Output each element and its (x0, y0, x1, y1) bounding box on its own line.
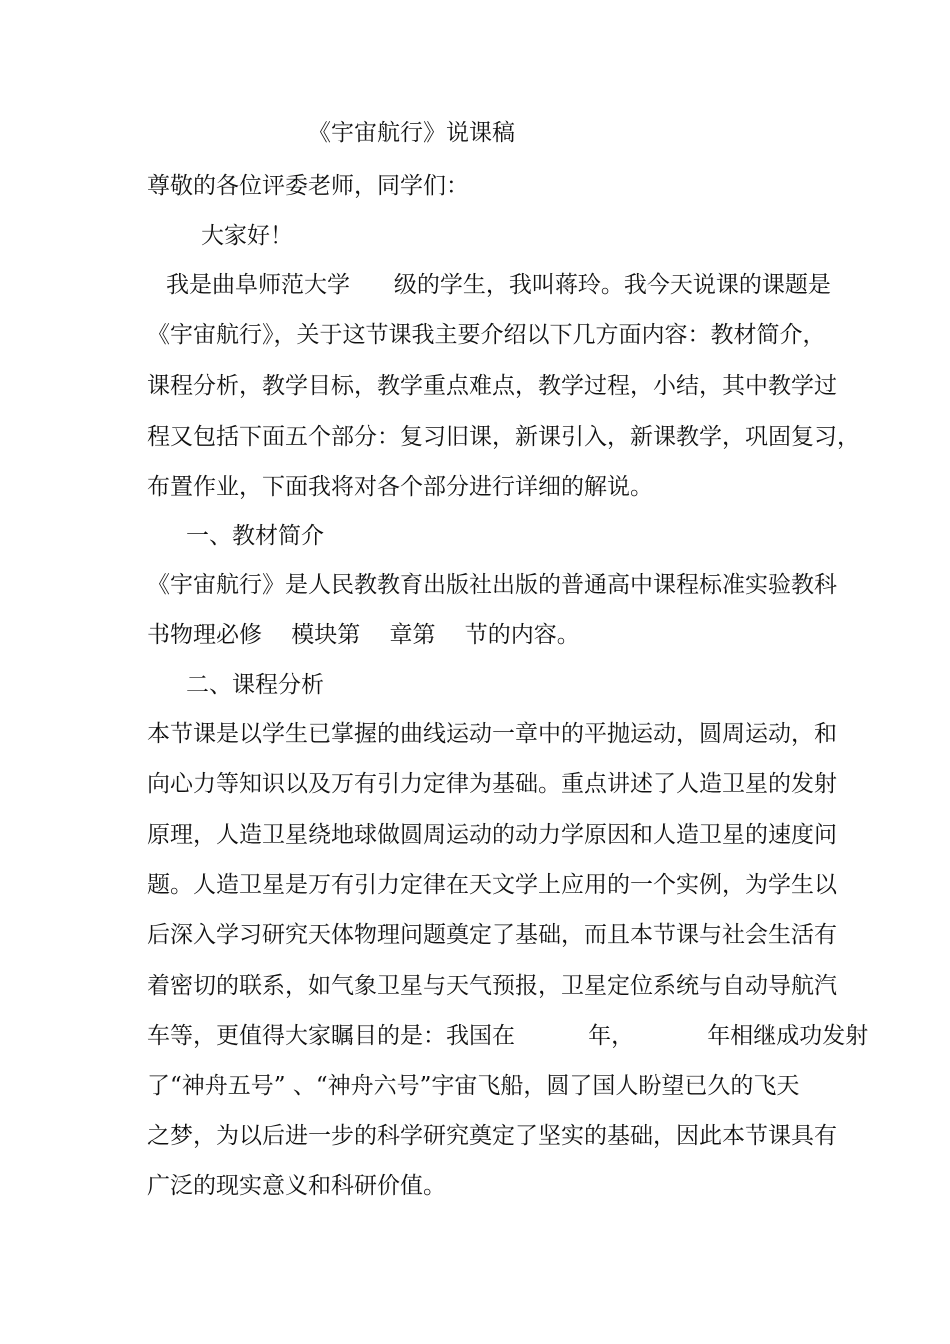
section-heading-course-analysis: 二、课程分析 (186, 672, 324, 698)
section1-line: 书物理必修 模块第 章第 节的内容。 (147, 622, 580, 648)
section-heading-textbook: 一、教材简介 (186, 523, 324, 549)
intro-line: 我是曲阜师范大学 级的学生，我叫蒋玲。我今天说课的课题是 (166, 272, 831, 298)
section2-line: 了“神舟五号” 、“神舟六号”宇宙飞船，圆了国人盼望已久的飞天 (147, 1073, 800, 1099)
intro-line: 课程分析，教学目标，教学重点难点，教学过程，小结，其中教学过 (147, 373, 837, 399)
intro-line: 布置作业，下面我将对各个部分进行详细的解说。 (147, 474, 653, 500)
section2-line: 着密切的联系，如气象卫星与天气预报，卫星定位系统与自动导航汽 (147, 973, 837, 999)
section2-line: 之梦，为以后进一步的科学研究奠定了坚实的基础，因此本节课具有 (147, 1123, 837, 1149)
section2-line: 后深入学习研究天体物理问题奠定了基础，而且本节课与社会生活有 (147, 922, 837, 948)
intro-line: 《宇宙航行》，关于这节课我主要介绍以下几方面内容：教材简介， (147, 322, 826, 348)
section2-line: 原理，人造卫星绕地球做圆周运动的动力学原因和人造卫星的速度问 (147, 822, 837, 848)
document-title: 《宇宙航行》说课稿 (308, 120, 515, 146)
section2-line: 题。人造卫星是万有引力定律在天文学上应用的一个实例，为学生以 (147, 872, 837, 898)
intro-line: 程又包括下面五个部分：复习旧课，新课引入，新课教学，巩固复习， (147, 424, 860, 450)
section1-line: 《宇宙航行》是人民教教育出版社出版的普通高中课程标准实验教科 (147, 572, 837, 598)
section2-line: 向心力等知识以及万有引力定律为基础。重点讲述了人造卫星的发射 (147, 771, 837, 797)
section2-line: 广泛的现实意义和科研价值。 (147, 1173, 446, 1199)
section2-line: 本节课是以学生已掌握的曲线运动一章中的平抛运动，圆周运动，和 (147, 721, 837, 747)
greeting-line: 尊敬的各位评委老师，同学们： (147, 173, 469, 199)
hello-line: 大家好！ (201, 223, 293, 249)
section2-line: 车等，更值得大家瞩目的是：我国在 年， 年相继成功发射 (147, 1023, 869, 1049)
